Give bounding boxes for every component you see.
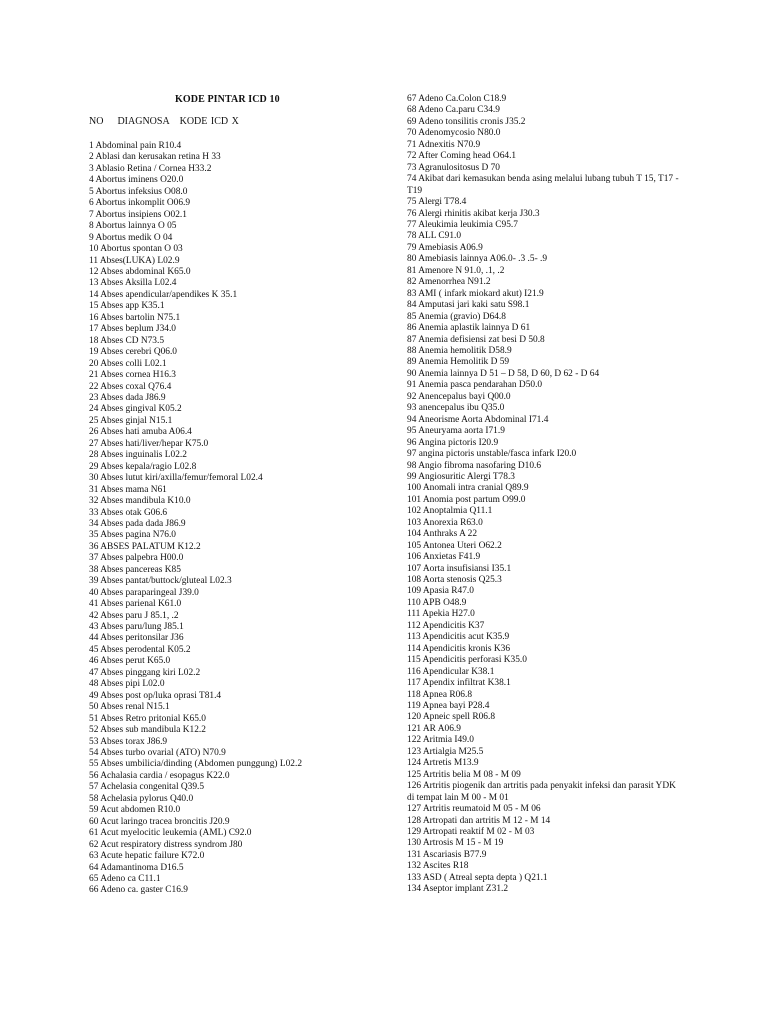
icd-entry: 17 Abses beplum J34.0 (89, 324, 176, 335)
icd-entry: 100 Anomali intra cranial Q89.9 (407, 483, 529, 494)
icd-entry: 79 Amebiasis A06.9 (407, 242, 483, 253)
icd-entry: 4 Abortus iminens O20.0 (89, 175, 184, 186)
icd-entry: 1 Abdominal pain R10.4 (89, 141, 182, 151)
icd-entry: 50 Abses renal N15.1 (89, 702, 170, 713)
icd-entry: 47 Abses pinggang kiri L02.2 (89, 667, 201, 678)
icd-entry: 120 Apneic spell R06.8 (407, 712, 496, 723)
icd-entry: 69 Adeno tonsilitis cronis J35.2 (407, 116, 526, 127)
icd-entry: 70 Adenomycosio N80.0 (407, 128, 501, 139)
icd-entry: 113 Apendicitis acut K35.9 (407, 632, 510, 643)
icd-entry: 46 Abses perut K65.0 (89, 656, 171, 667)
icd-entry: 131 Ascariasis B77.9 (407, 849, 487, 860)
icd-entry: 12 Abses abdominal K65.0 (89, 266, 191, 277)
column-header: NO DIAGNOSA KODE ICD X (89, 116, 239, 127)
icd-entry: 51 Abses Retro pritonial K65.0 (89, 713, 206, 724)
icd-entry: 68 Adeno Ca.paru C34.9 (407, 105, 500, 116)
icd-entry: 114 Apendicitis kronis K36 (407, 643, 511, 654)
icd-entry: 28 Abses inguinalis L02.2 (89, 450, 187, 461)
icd-entry: 108 Aorta stenosis Q25.3 (407, 575, 502, 586)
icd-entry: 48 Abses pipi L02.0 (89, 679, 165, 690)
right-column-list (407, 94, 682, 896)
icd-entry: 43 Abses paru/lung J85.1 (89, 622, 184, 633)
icd-entry: 81 Amenore N 91.0, .1, .2 (407, 265, 505, 276)
icd-entry: 45 Abses perodental K05.2 (89, 644, 191, 655)
icd-entry: 76 Alergi rhinitis akibat kerja J30.3 (407, 208, 540, 219)
icd-entry: 119 Apnea bayi P28.4 (407, 701, 490, 712)
icd-entry: 107 Aorta insufisiansi I35.1 (407, 563, 512, 574)
icd-entry: 124 Artretis M13.9 (407, 758, 479, 769)
icd-entry: 2 Ablasi dan kerusakan retina H 33 (89, 152, 221, 163)
icd-entry: 54 Abses turbo ovarial (ATO) N70.9 (89, 748, 226, 759)
icd-entry: 90 Anemia lainnya D 51 – D 58, D 60, D 62 - D 64 (407, 368, 600, 379)
icd-entry: 109 Apasia R47.0 (407, 586, 474, 597)
icd-entry: 22 Abses coxal Q76.4 (89, 381, 172, 392)
icd-entry: 82 Amenorrhea N91.2 (407, 277, 491, 288)
icd-entry: 8 Abortus lainnya O 05 (89, 221, 177, 232)
icd-entry: 62 Acut respiratory distress syndrom J80 (89, 839, 243, 850)
icd-entry: 129 Artropati reaktif M 02 - M 03 (407, 827, 535, 837)
icd-entry: 105 Antonea Uteri O62.2 (407, 540, 502, 551)
icd-entry: 16 Abses bartolin N75.1 (89, 312, 181, 323)
icd-entry: 61 Acut myelocitic leukemia (AML) C92.0 (89, 828, 252, 839)
icd-entry: 121 AR A06.9 (407, 723, 461, 734)
icd-entry: 27 Abses hati/liver/hepar K75.0 (89, 438, 209, 449)
icd-entry: 31 Abses mama N61 (89, 484, 167, 495)
icd-entry: 13 Abses Aksilla L02.4 (89, 278, 177, 289)
icd-entry: 53 Abses torax J86.9 (89, 736, 168, 747)
document-title: KODE PINTAR ICD 10 (175, 94, 280, 105)
icd-entry: 10 Abortus spontan O 03 (89, 244, 183, 255)
icd-entry: 75 Alergi T78.4 (407, 197, 467, 208)
icd-entry: 42 Abses paru J 85.1, .2 (89, 610, 179, 621)
icd-entry: 32 Abses mandibula K10.0 (89, 496, 191, 507)
icd-entry: 30 Abses lutut kiri/axilla/femur/femoral L02.4 (89, 473, 263, 484)
icd-entry: 106 Anxietas F41.9 (407, 552, 481, 563)
icd-entry: 98 Angio fibroma nasofaring D10.6 (407, 460, 542, 471)
icd-entry: 123 Artialgia M25.5 (407, 746, 484, 757)
icd-entry: 65 Adeno ca C11.1 (89, 874, 161, 884)
icd-entry: 49 Abses post op/luka oprasi T81.4 (89, 690, 222, 701)
left-column-list (89, 141, 389, 897)
icd-entry: 133 ASD ( Atreal septa depta ) Q21.1 (407, 872, 548, 883)
icd-entry: 20 Abses colli L02.1 (89, 358, 167, 369)
icd-entry: 115 Apendicitis perforasi K35.0 (407, 655, 527, 666)
icd-entry: 15 Abses app K35.1 (89, 301, 165, 312)
icd-entry: 55 Abses umbilicia/dinding (Abdomen punggung) L02.2 (89, 759, 303, 770)
icd-entry: 91 Anemia pasca pendarahan D50.0 (407, 380, 543, 391)
icd-entry: 128 Artropati dan artritis M 12 - M 14 (407, 815, 551, 826)
icd-entry: 134 Aseptor implant Z31.2 (407, 884, 509, 895)
icd-entry: 74 Akibat dari kemasukan benda asing melalui lubang tubuh T 15, T17 - T19 (407, 174, 679, 196)
icd-entry: 24 Abses gingival K05.2 (89, 404, 182, 415)
icd-entry: 59 Acut abdomen R10.0 (89, 805, 181, 816)
icd-entry: 118 Apnea R06.8 (407, 689, 473, 700)
icd-entry: 127 Artritis reumatoid M 05 - M 06 (407, 804, 541, 815)
icd-entry: 117 Apendix infiltrat K38.1 (407, 678, 511, 689)
icd-entry: 86 Anemia aplastik lainnya D 61 (407, 323, 531, 334)
icd-entry: 78 ALL C91.0 (407, 231, 462, 242)
icd-entry: 26 Abses hati amuba A06.4 (89, 427, 192, 438)
icd-entry: 104 Anthraks A 22 (407, 529, 478, 540)
icd-entry: 88 Anemia hemolitik D58.9 (407, 345, 512, 356)
icd-entry: 67 Adeno Ca.Colon C18.9 (407, 94, 507, 104)
icd-entry: 101 Anomia post partum O99.0 (407, 494, 526, 505)
icd-entry: 3 Ablasio Retina / Cornea H33.2 (89, 163, 212, 174)
icd-entry: 36 ABSES PALATUM K12.2 (89, 541, 201, 552)
icd-entry: 71 Adnexitis N70.9 (407, 139, 481, 150)
icd-entry: 83 AMI ( infark miokard akut) I21.9 (407, 288, 544, 299)
icd-entry: 7 Abortus insipiens O02.1 (89, 209, 187, 220)
icd-entry: 125 Artritis belia M 08 - M 09 (407, 769, 521, 780)
icd-entry: 37 Abses palpebra H00.0 (89, 553, 184, 564)
icd-entry: 110 APB O48.9 (407, 597, 467, 608)
icd-entry: 112 Apendicitis K37 (407, 620, 485, 631)
icd-entry: 92 Anencepalus bayi Q00.0 (407, 391, 511, 402)
icd-entry: 103 Anorexia R63.0 (407, 517, 483, 528)
icd-entry: 93 anencepalus ibu Q35.0 (407, 403, 505, 414)
icd-entry: 95 Aneuryama aorta I71.9 (407, 426, 505, 437)
icd-entry: 57 Achelasia congenital Q39.5 (89, 782, 205, 793)
icd-entry: 99 Angiosuritic Alergi T78.3 (407, 471, 515, 482)
icd-entry: 97 angina pictoris unstable/fasca infark I20.0 (407, 449, 577, 460)
icd-entry: 89 Anemia Hemolitik D 59 (407, 357, 510, 368)
icd-entry: 23 Abses dada J86.9 (89, 392, 166, 403)
icd-entry: 52 Abses sub mandibula K12.2 (89, 725, 206, 736)
icd-entry: 77 Aleukimia leukimia C95.7 (407, 219, 518, 230)
icd-entry: 21 Abses cornea H16.3 (89, 370, 176, 381)
icd-entry: 18 Abses CD N73.5 (89, 335, 165, 346)
icd-entry: 116 Apendicular K38.1 (407, 666, 495, 677)
icd-entry: 63 Acute hepatic failure K72.0 (89, 851, 205, 862)
icd-entry: 64 Adamantinoma D16.5 (89, 862, 184, 873)
icd-entry: 130 Artrosis M 15 - M 19 (407, 838, 504, 849)
icd-entry: 44 Abses peritonsilar J36 (89, 633, 184, 644)
icd-entry: 41 Abses parienal K61.0 (89, 599, 182, 610)
icd-entry: 19 Abses cerebri Q06.0 (89, 347, 177, 358)
icd-entry: 87 Anemia defisiensi zat besi D 50.8 (407, 334, 545, 345)
icd-entry: 38 Abses pancereas K85 (89, 564, 181, 575)
icd-entry: 9 Abortus medik O 04 (89, 232, 173, 243)
icd-entry: 102 Anoptalmia Q11.1 (407, 506, 493, 517)
icd-entry: 84 Amputasi jari kaki satu S98.1 (407, 300, 530, 311)
icd-entry: 40 Abses paraparingeal J39.0 (89, 587, 199, 598)
icd-entry: 5 Abortus infeksius O08.0 (89, 186, 188, 197)
icd-entry: 111 Apekia H27.0 (407, 609, 475, 620)
icd-entry: 60 Acut laringo tracea broncitis J20.9 (89, 816, 230, 827)
icd-entry: 66 Adeno ca. gaster C16.9 (89, 885, 188, 896)
icd-entry: 39 Abses pantat/buttock/gluteal L02.3 (89, 576, 232, 587)
icd-entry: 33 Abses otak G06.6 (89, 507, 168, 518)
icd-entry: 96 Angina pictoris I20.9 (407, 437, 499, 448)
icd-entry: 85 Anemia (gravio) D64.8 (407, 311, 506, 322)
icd-entry: 132 Ascites R18 (407, 861, 469, 872)
icd-entry: 14 Abses apendicular/apendikes K 35.1 (89, 289, 238, 300)
icd-entry: 122 Aritmia I49.0 (407, 735, 474, 746)
icd-entry: 34 Abses pada dada J86.9 (89, 518, 186, 529)
icd-entry: 29 Abses kepala/ragio L02.8 (89, 461, 197, 472)
icd-entry: 58 Achelasia pylorus Q40.0 (89, 793, 194, 804)
icd-entry: 80 Amebiasis lainnya A06.0- .3 .5- .9 (407, 254, 548, 265)
icd-entry: 6 Abortus inkomplit O06.9 (89, 198, 191, 209)
icd-entry: 72 After Coming head O64.1 (407, 151, 517, 162)
icd-entry: 25 Abses ginjal N15.1 (89, 415, 173, 426)
icd-entry: 35 Abses pagina N76.0 (89, 530, 176, 541)
icd-entry: 11 Abses(LUKA) L02.9 (89, 255, 180, 266)
icd-entry: 56 Achalasia cardia / esopagus K22.0 (89, 770, 230, 781)
icd-entry: 94 Aneorisme Aorta Abdominal I71.4 (407, 414, 549, 425)
icd-entry: 73 Agranulositosus D 70 (407, 162, 500, 173)
icd-entry: 126 Artritis piogenik dan artritis pada penyakit infeksi dan parasit YDK di tempat lain M 00 - M 01 (407, 781, 676, 803)
